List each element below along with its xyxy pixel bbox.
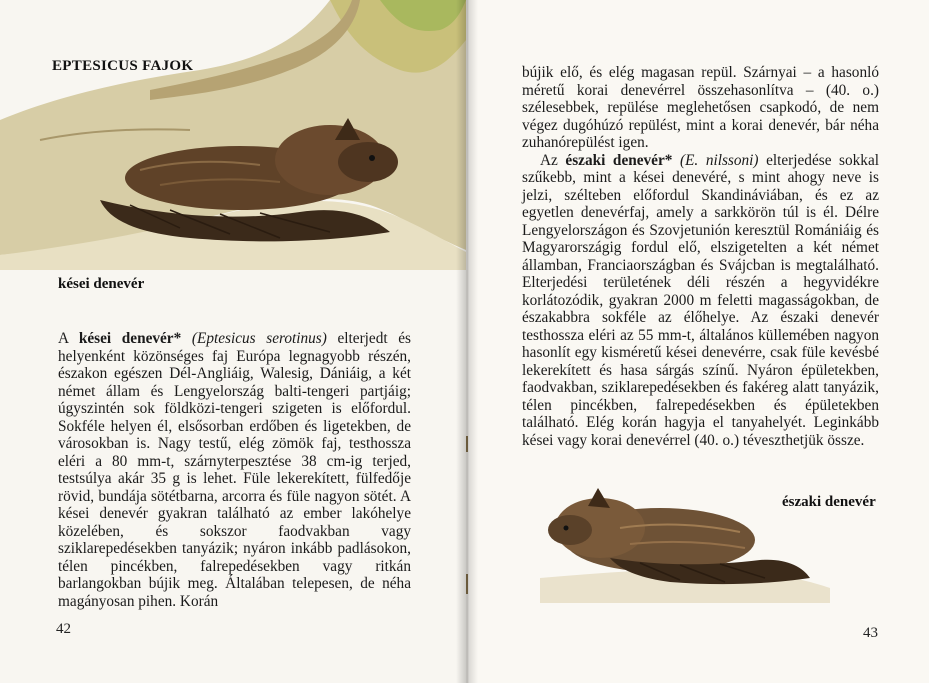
paragraph <box>58 330 411 610</box>
page-number: 43 <box>863 625 878 641</box>
species-name: kései denevér* <box>78 330 182 347</box>
paragraph-lead: A <box>58 330 79 347</box>
right-page <box>466 0 929 683</box>
paragraph-text: elterjedt és helyenként közönséges faj Európa legnagyobb részén, északon egészen Dél-Angliáig, Walesig, Dániáig, a két német állam és Lengyelország balti-tengeri partjáig; úgyszintén sok földközi-tengeri szigeten is előfordul. Sokféle helyen él, elsősorban erdőben és ligetekben, de városokban is. Nagy testű, elég zömök faj, testhossza eléri a 80 mm-t, szárnyterpesztése 38 cm-ig terjed, testsúlya akár 35 g is lehet. Füle lekerekített, fülfedője rövid, bundája sötétbarna, arcorra és füle nagyon sötét. A kései denevér gyakran található az ember lakóhelye közelében, és sokszor faodvakban vagy sziklarepedésekben tanyázik; nyáron inkább padlásokon, télen pincékben, falrepedésekben vagy ritkán barlangokban bújik meg. Általában telepesen, de néha magányosan pihen. Korán <box>58 330 411 610</box>
paragraph <box>522 152 879 450</box>
margin-mark <box>466 436 468 452</box>
serotine-bat-illustration <box>0 0 466 270</box>
latin-name: (Eptesicus serotinus) <box>181 330 327 347</box>
body-text <box>522 64 879 449</box>
margin-mark <box>466 574 468 594</box>
illustration-caption: kései denevér <box>58 276 145 292</box>
section-heading: EPTESICUS FAJOK <box>52 58 194 74</box>
latin-name: (E. nilssoni) <box>672 151 759 169</box>
body-text <box>58 330 411 610</box>
paragraph-text: elterjedése sokkal szűkebb, mint a kései denevéré, s mint ahogy neve is jelzi, szélteben előfordul Skandináviában, és ez az egyetlen denevérfaj, amely a sarkkörön túl is él. Délre Lengyelországon és Szovjetunión keresztül Romániáig és Magyarországig fordul elő, elszigetelten a két német államban, Franciaországban és Svájcban is megtalálható. Elterjedési területének déli részén a hegyvidékre korlátozódik, gyakran 2000 m feletti magasságokban, de északabbra sokféle az élőhelye. Az északi denevér testhossza eléri az 55 mm-t, általános küllemében nagyon hasonlít egy kisméretű kései denevérre, csak füle kevésbé lekerekített és hasa sárgás színű. Nyáron épületekben, faodvakban, sziklarepedésekben és fakéreg alatt tanyázik, télen pincékben, falrepedésekben és épületekben található. Elég korán hagyja el tanyahelyét. Leginkább kései vagy korai denevérrel (40. o.) téveszthetjük össze. <box>522 151 879 449</box>
paragraph-lead: Az <box>540 151 566 169</box>
species-name: északi denevér* <box>565 151 673 169</box>
illustration-caption: északi denevér <box>782 494 876 510</box>
page-number: 42 <box>56 621 71 637</box>
paragraph: bújik elő, és elég magasan repül. Szárnyai – a hasonló méretű korai denevérrel összehasonlítva – (40. o.) szélesebbek, repülése meglehetősen csapkodó, de nem végez dugóhúzó repülést, mint a korai denevér, bár néha zuhanórepülést igen. <box>522 64 879 151</box>
